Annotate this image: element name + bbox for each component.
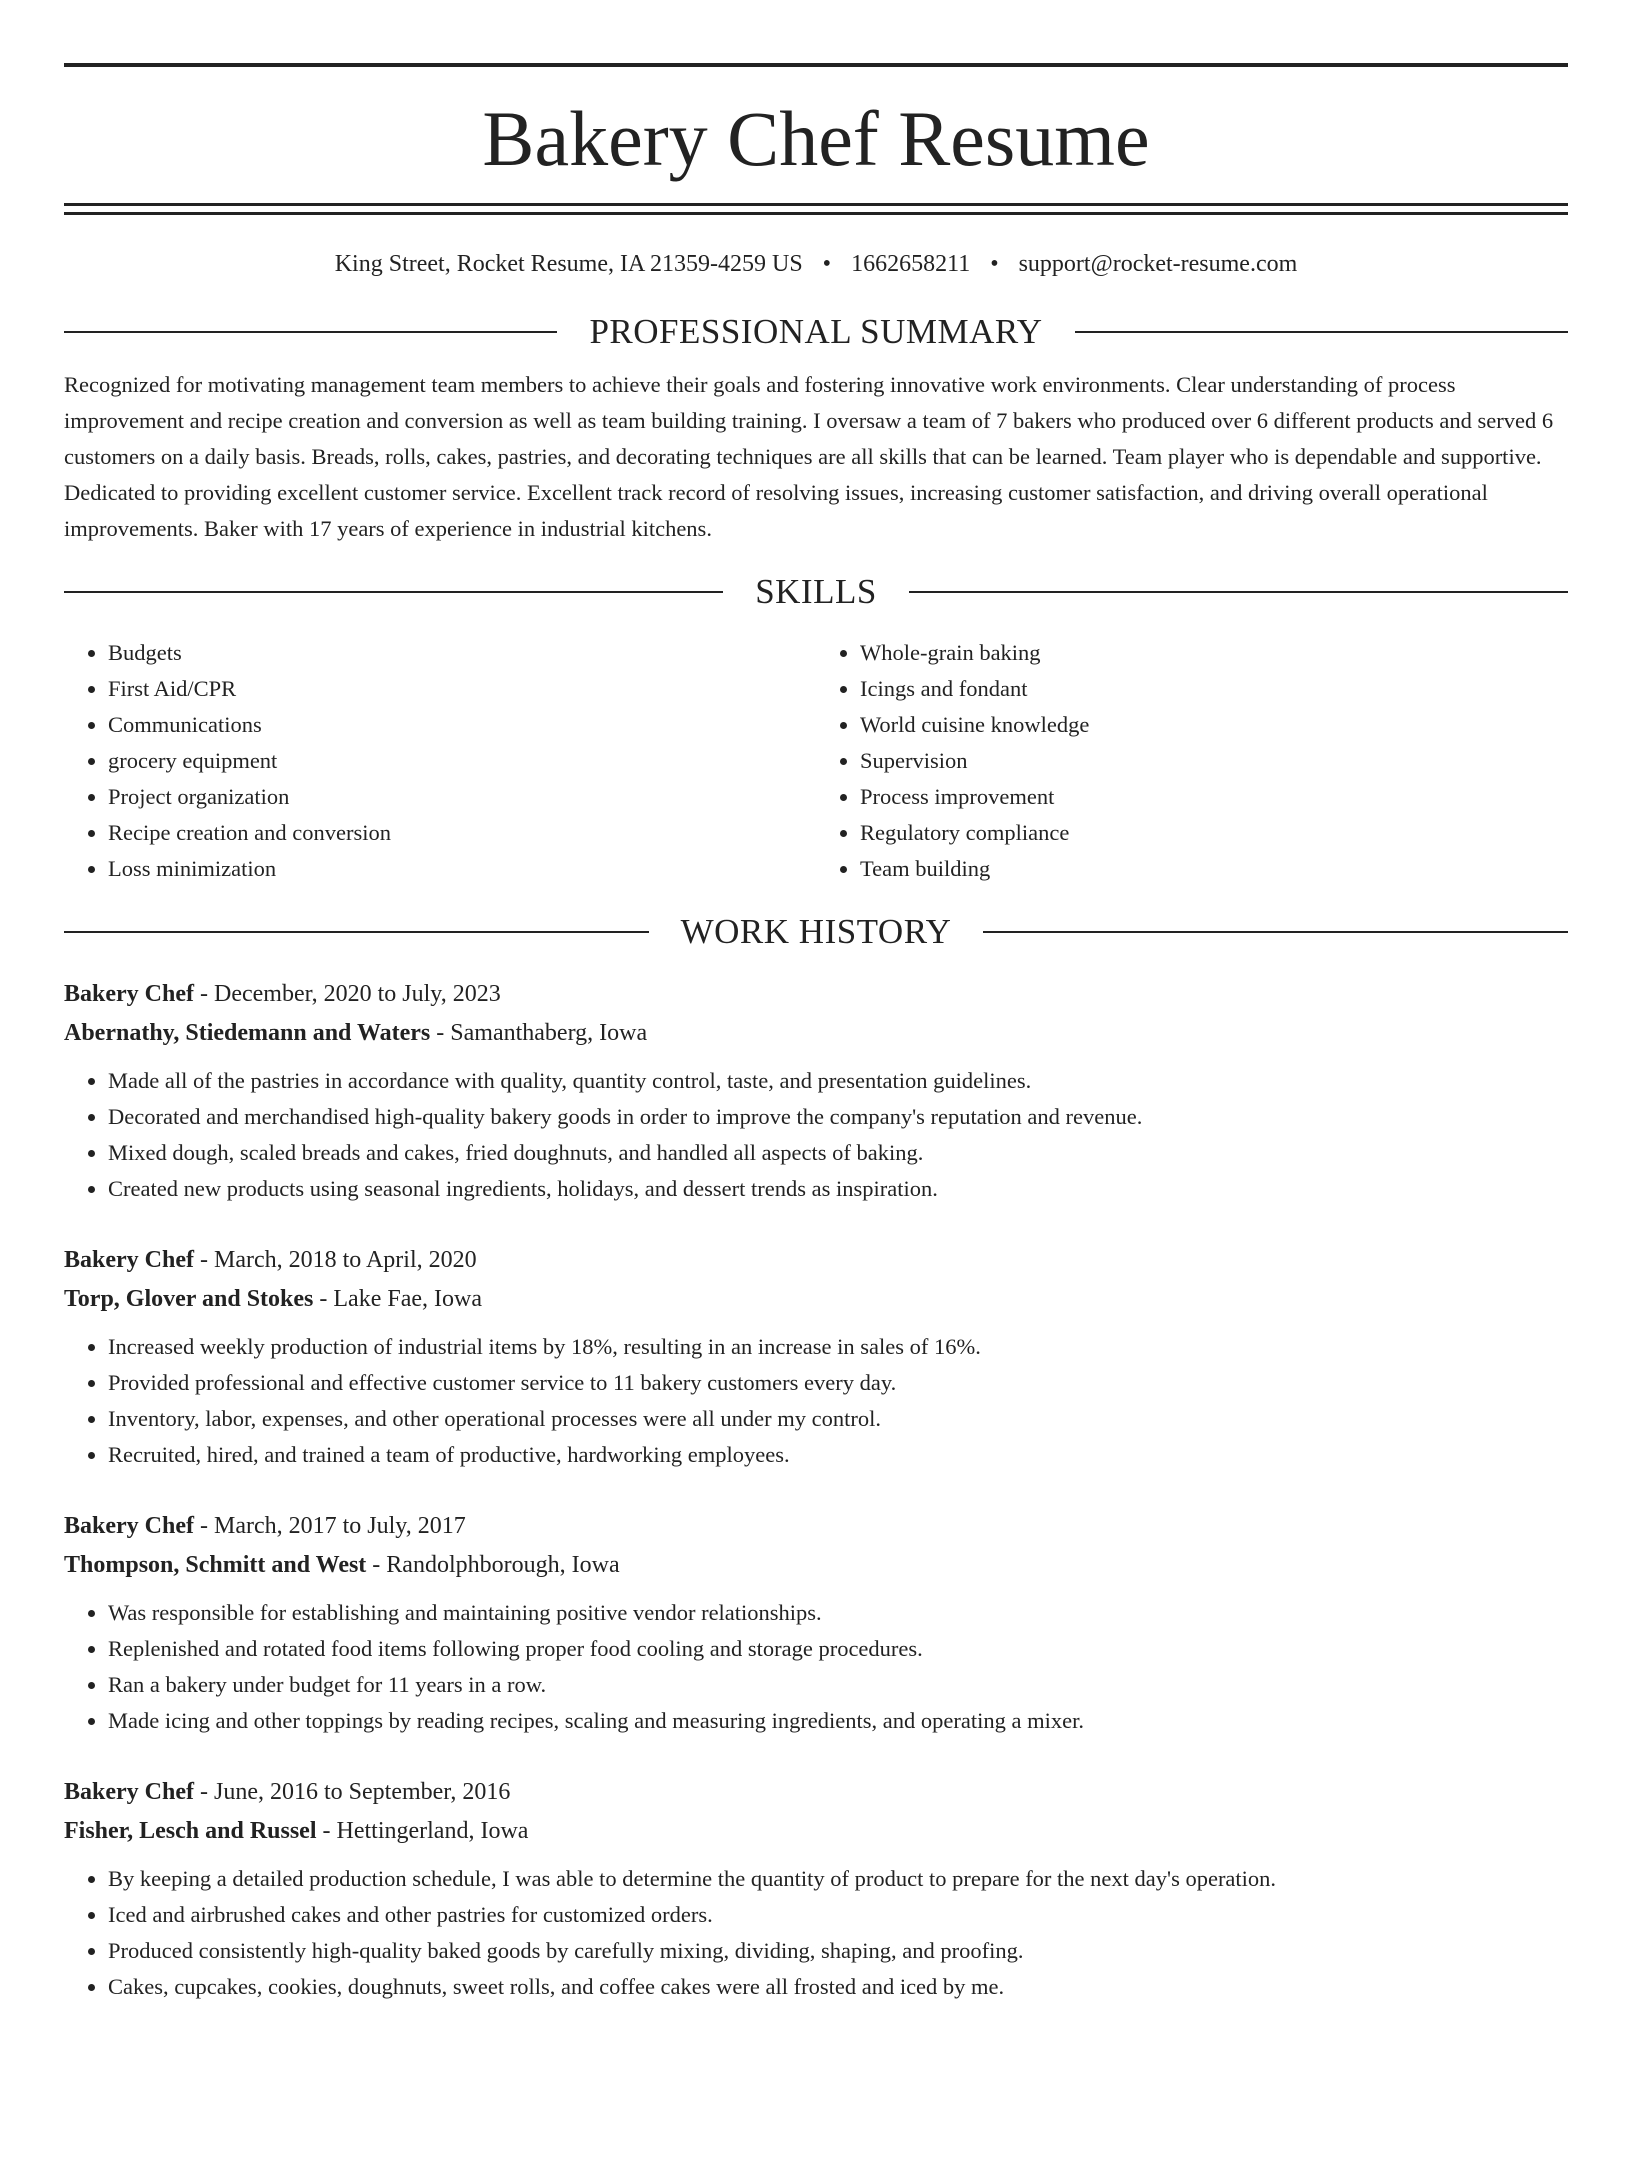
job-entry — [64, 1773, 1568, 2005]
skill-item: • Regulatory compliance — [860, 815, 1568, 851]
skill-item: • First Aid/CPR — [108, 671, 816, 707]
job-bullet: • Decorated and merchandised high-quality bakery goods in order to improve the company's reputation and revenue. — [108, 1099, 1568, 1135]
contact-email: support@rocket-resume.com — [1018, 251, 1298, 277]
job-entry — [64, 1507, 1568, 1739]
skill-item: • grocery equipment — [108, 743, 816, 779]
job-title-line: Bakery Chef - March, 2017 to July, 2017 — [64, 1513, 466, 1539]
skills-list — [64, 635, 1568, 887]
job-bullet: • Inventory, labor, expenses, and other operational processes were all under my control. — [108, 1401, 1568, 1437]
job-bullet: • Increased weekly production of industrial items by 18%, resulting in an increase in sales of 16%. — [108, 1329, 1568, 1365]
job-bullet: • Made icing and other toppings by reading recipes, scaling and measuring ingredients, and operating a mixer. — [108, 1703, 1568, 1739]
work-heading: WORK HISTORY — [680, 912, 952, 951]
job-entry — [64, 975, 1568, 1207]
job-company: Abernathy, Stiedemann and Waters — [64, 1020, 431, 1046]
top-rule — [64, 63, 1568, 67]
skill-item: • Whole-grain baking — [860, 635, 1568, 671]
job-company-line: Thompson, Schmitt and West - Randolphborough, Iowa — [64, 1552, 620, 1578]
job-company: Thompson, Schmitt and West — [64, 1552, 367, 1578]
job-company: Fisher, Lesch and Russel — [64, 1818, 317, 1844]
contact-separator: • — [990, 251, 999, 277]
skill-item: • Process improvement — [860, 779, 1568, 815]
job-location: Hettingerland, Iowa — [336, 1818, 529, 1844]
title-double-rule — [64, 203, 1568, 215]
job-bullet: • Cakes, cupcakes, cookies, doughnuts, sweet rolls, and coffee cakes were all frosted and iced by me. — [108, 1969, 1568, 2005]
contact-phone: 1662658211 — [851, 251, 971, 277]
job-bullets — [64, 1861, 1568, 2005]
skills-section-heading — [64, 571, 1568, 613]
heading-rule-left — [64, 591, 723, 593]
job-dates: December, 2020 to July, 2023 — [213, 981, 501, 1007]
job-bullet: • Created new products using seasonal ingredients, holidays, and dessert trends as inspiration. — [108, 1171, 1568, 1207]
contact-line — [64, 249, 1568, 279]
job-entry — [64, 1241, 1568, 1473]
heading-rule-right — [983, 931, 1568, 933]
job-bullets — [64, 1329, 1568, 1473]
job-company-line: Abernathy, Stiedemann and Waters - Samanthaberg, Iowa — [64, 1020, 648, 1046]
job-bullet: • Recruited, hired, and trained a team of productive, hardworking employees. — [108, 1437, 1568, 1473]
skill-item: • Loss minimization — [108, 851, 816, 887]
job-bullet: • Produced consistently high-quality baked goods by carefully mixing, dividing, shaping, and proofing. — [108, 1933, 1568, 1969]
job-bullet: • Mixed dough, scaled breads and cakes, fried doughnuts, and handled all aspects of baking. — [108, 1135, 1568, 1171]
job-title: Bakery Chef — [64, 1513, 194, 1539]
job-company: Torp, Glover and Stokes — [64, 1286, 314, 1312]
resume-title: Bakery Chef Resume — [482, 95, 1150, 182]
job-location: Samanthaberg, Iowa — [450, 1020, 648, 1046]
job-bullet: • Ran a bakery under budget for 11 years in a row. — [108, 1667, 1568, 1703]
job-title-line: Bakery Chef - March, 2018 to April, 2020 — [64, 1247, 477, 1273]
skill-item: • Recipe creation and conversion — [108, 815, 816, 851]
skill-item: • Communications — [108, 707, 816, 743]
job-company-line: Torp, Glover and Stokes - Lake Fae, Iowa — [64, 1286, 482, 1312]
job-dates: March, 2017 to July, 2017 — [213, 1513, 466, 1539]
job-bullet: • Iced and airbrushed cakes and other pastries for customized orders. — [108, 1897, 1568, 1933]
skill-item: • Budgets — [108, 635, 816, 671]
job-title: Bakery Chef — [64, 981, 194, 1007]
job-company-line: Fisher, Lesch and Russel - Hettingerland, Iowa — [64, 1818, 529, 1844]
job-bullet: • Was responsible for establishing and maintaining positive vendor relationships. — [108, 1595, 1568, 1631]
job-location: Lake Fae, Iowa — [333, 1286, 482, 1312]
job-bullet: • Provided professional and effective customer service to 11 bakery customers every day. — [108, 1365, 1568, 1401]
job-bullets — [64, 1595, 1568, 1739]
summary-section-heading — [64, 311, 1568, 353]
skills-column-left — [64, 635, 816, 887]
heading-rule-left — [64, 931, 649, 933]
heading-rule-right — [909, 591, 1568, 593]
skill-item: • Team building — [860, 851, 1568, 887]
resume-page — [0, 63, 1632, 2175]
job-bullet: • Made all of the pastries in accordance with quality, quantity control, taste, and presentation guidelines. — [108, 1063, 1568, 1099]
skills-heading: SKILLS — [755, 572, 877, 611]
summary-heading: PROFESSIONAL SUMMARY — [589, 312, 1043, 351]
heading-rule-right — [1075, 331, 1568, 333]
summary-text: Recognized for motivating management team members to achieve their goals and fostering innovative work environments. Clear understanding of process improvement and recipe creation and conversion as well as team building training. I oversaw a team of 7 bakers who produced over 6 different products and served 6 customers on a daily basis. Breads, rolls, cakes, pastries, and decorating techniques are all skills that can be learned. Team player who is dependable and supportive. Dedicated to providing excellent customer service. Excellent track record of resolving issues, increasing customer satisfaction, and driving overall operational improvements. Baker with 17 years of experience in industrial kitchens. — [64, 372, 1554, 541]
contact-separator: • — [822, 251, 832, 277]
job-bullets — [64, 1063, 1568, 1207]
job-bullet: • Replenished and rotated food items following proper food cooling and storage procedures. — [108, 1631, 1568, 1667]
job-title: Bakery Chef — [64, 1779, 194, 1805]
skill-item: • Project organization — [108, 779, 816, 815]
job-dates: March, 2018 to April, 2020 — [213, 1247, 477, 1273]
skill-item: • Supervision — [860, 743, 1568, 779]
skills-column-right — [816, 635, 1568, 887]
work-section-heading — [64, 911, 1568, 953]
heading-rule-left — [64, 331, 557, 333]
job-title: Bakery Chef — [64, 1247, 194, 1273]
job-dates: June, 2016 to September, 2016 — [213, 1779, 511, 1805]
job-bullet: • By keeping a detailed production schedule, I was able to determine the quantity of product to prepare for the next day's operation. — [108, 1861, 1568, 1897]
job-location: Randolphborough, Iowa — [386, 1552, 620, 1578]
skill-item: • Icings and fondant — [860, 671, 1568, 707]
skill-item: • World cuisine knowledge — [860, 707, 1568, 743]
job-title-line: Bakery Chef - December, 2020 to July, 2023 — [64, 981, 501, 1007]
job-title-line: Bakery Chef - June, 2016 to September, 2016 — [64, 1779, 511, 1805]
contact-address: King Street, Rocket Resume, IA 21359-4259 US — [334, 251, 803, 277]
